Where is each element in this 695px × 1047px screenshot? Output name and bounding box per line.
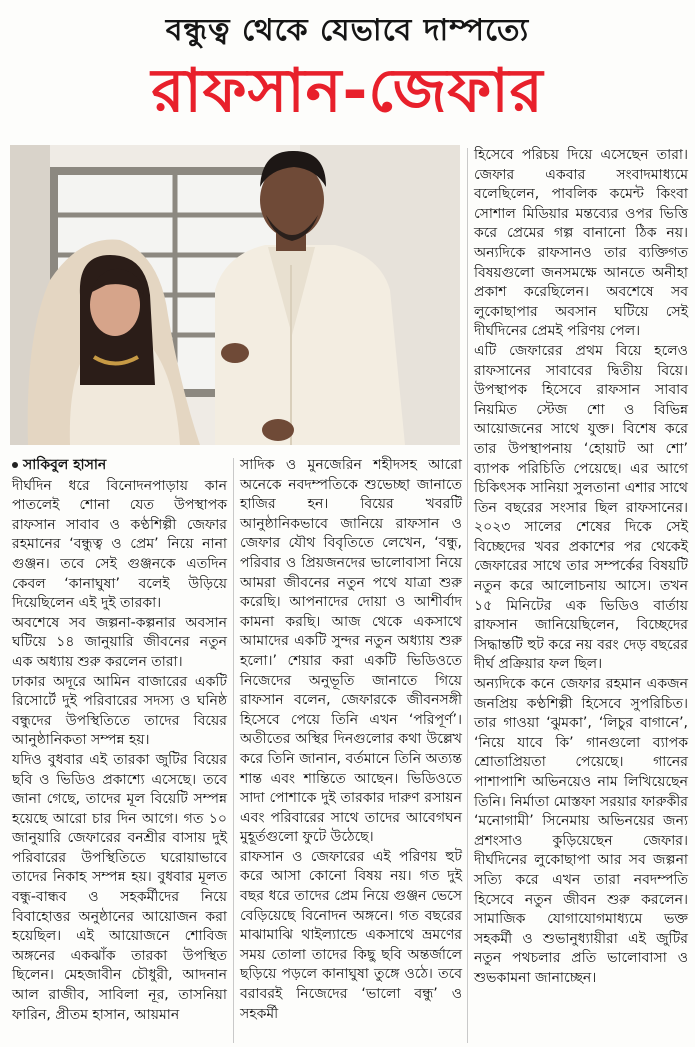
paragraph: হিসেবে পরিচয় দিয়ে এসেছেন তারা। জেফার একবার সংবাদমাধ্যমে বলেছিলেন, পাবলিক কমেন্ট কিংবা সোশাল মিডিয়ার মন্তব্যের ওপর ভিত্তি করে প্রেমের গল্প বানানো ঠিক নয়। অন্যদিকে রাফসানও তার ব্যক্তিগত বিষয়গুলো জনসমক্ষে আনতে অনীহা প্রকাশ করেছিলেন। অবশেষে সব লুকোছাপার অবসান ঘটিয়ে সেই দীর্ঘদিনের প্রেমই পরিণয় পেল। <box>474 147 688 340</box>
paragraph: যদিও বুধবার এই তারকা জুটির বিয়ের ছবি ও ভিডিও প্রকাশ্যে এসেছে। তবে জানা গেছে, তাদের মূল বিয়েটি সম্পন্ন হয়েছে আরো চার দিন আগে। গত ১০ জানুয়ারি জেফারের বনশ্রীর বাসায় দুই পরিবারের উপস্থিতিতে ঘরোয়াভাবে তাদের নিকাহ সম্পন্ন হয়। বুধবার মূলত বন্ধু-বান্ধব ও সহকর্মীদের নিয়ে বিবাহোত্তর অনুষ্ঠানের আয়োজন করা হয়েছিল। এই আয়োজনে শোবিজ অঙ্গনের একঝাঁক তারকা উপস্থিত ছিলেন। মেহজাবীন চৌধুরী, আদনান আল রাজীব, সাবিলা নূর, তাসনিয়া ফারিন, প্রীতম হাসান, আয়মান <box>12 751 227 1023</box>
paragraph: দীর্ঘদিন ধরে বিনোদনপাড়ায় কান পাতলেই শোনা যেত উপস্থাপক রাফসান সাবাব ও কণ্ঠশিল্পী জেফার রহমানের ‘বন্ধুত্ব ও প্রেম’ নিয়ে নানা গুঞ্জন। তবে সেই গুঞ্জনকে এতদিন কেবল ‘কানাঘুষা’ বলেই উড়িয়ে দিয়েছিলেন এই দুই তারকা। <box>12 477 227 612</box>
wedding-photo <box>10 145 460 445</box>
kicker-headline: বন্ধুত্ব থেকে যেভাবে দাম্পত্যে <box>165 13 530 48</box>
byline <box>12 456 227 476</box>
bullet-icon <box>12 462 18 468</box>
paragraph: সাদিক ও মুনজেরিন শহীদসহ আরো অনেকে নবদম্পতিকে শুভেচ্ছা জানাতে হাজির হন। বিয়ের খবরটি আনুষ্ঠানিকভাবে জানিয়ে রাফসান ও জেফার যৌথ বিবৃতিতে লেখেন, ‘বন্ধু, পরিবার ও প্রিয়জনদের ভালোবাসা নিয়ে আমরা জীবনের নতুন পথে যাত্রা শুরু করেছি। আপনাদের দোয়া ও আশীর্বাদ কামনা করছি। আজ থেকে একসাথে আমাদের একটি সুন্দর নতুন অধ্যায় শুরু হলো।’ শেয়ার করা একটি ভিডিওতে নিজেদের অনুভূতি জানাতে গিয়ে রাফসান বলেন, জেফারকে জীবনসঙ্গী হিসেবে পেয়ে তিনি এখন ‘পরিপূর্ণ’। অতীতের অস্থির দিনগুলোর কথা উল্লেখ করে তিনি জানান, বর্তমানে তিনি অত্যন্ত শান্ত এবং শান্তিতে আছেন। ভিডিওতে সাদা পোশাকে দুই তারকার দারুণ রসায়ন এবং পরিবারের সাথে তাদের আবেগঘন মুহূর্তগুলো ফুটে উঠেছে। <box>240 457 462 846</box>
wedding-photo-illustration <box>10 145 460 445</box>
paragraph: ঢাকার অদূরে আমিন বাজারের একটি রিসোর্টে দুই পরিবারের সদস্য ও ঘনিষ্ঠ বন্ধুদের উপস্থিতিতে তাদের বিয়ের আনুষ্ঠানিকতা সম্পন্ন হয়। <box>12 673 227 749</box>
article-column-1 <box>12 456 227 1025</box>
paragraph: অন্যদিকে কনে জেফার রহমান একজন জনপ্রিয় কণ্ঠশিল্পী হিসেবে সুপরিচিত। তার গাওয়া ‘ঝুমকা’, ‘লিচুর বাগানে’, ‘নিয়ে যাবে কি’ গানগুলো ব্যাপক শ্রোতাপ্রিয়তা পেয়েছে। গানের পাশাপাশি অভিনয়েও নাম লিখিয়েছেন তিনি। নির্মাতা মোস্তফা সরয়ার ফারুকীর ‘মনোগামী’ সিনেমায় অভিনয়ের জন্য প্রশংসাও কুড়িয়েছেন জেফার। দীর্ঘদিনের লুকোছাপা আর সব জল্পনা সত্যি করে এখন তারা নবদম্পতি হিসেবে নতুন জীবন শুরু করলেন। সামাজিক যোগাযোগমাধ্যমে ভক্ত সহকর্মী ও শুভানুধ্যায়ীরা এই জুটির নতুন পথচলার প্রতি ভালোবাসা ও শুভকামনা জানাচ্ছেন। <box>474 676 688 986</box>
paragraph: রাফসান ও জেফারের এই পরিণয় হুট করে আসা কোনো বিষয় নয়। গত দুই বছর ধরে তাদের প্রেম নিয়ে গুঞ্জন ভেসে বেড়িয়েছে বিনোদন অঙ্গনে। গত বছরের মাঝামাঝি থাইল্যান্ডে একসাথে ভ্রমণের সময় তোলা তাদের কিছু ছবি অন্তর্জালে ছড়িয়ে পড়লে কানাঘুষা তুঙ্গে ওঠে। তবে বরাবরই নিজেদের ‘ভালো বন্ধু’ ও সহকর্মী <box>240 848 462 1022</box>
article-column-2 <box>240 456 462 1024</box>
byline-name: সাকিবুল হাসান <box>23 457 107 473</box>
article-column-3 <box>474 146 688 989</box>
column-divider <box>233 458 234 1043</box>
paragraph: অবশেষে সব জল্পনা-কল্পনার অবসান ঘটিয়ে ১৪ জানুয়ারি জীবনের নতুন এক অধ্যায় শুরু করলেন তারা। <box>12 614 227 670</box>
column-divider <box>467 148 468 1043</box>
paragraph: এটি জেফারের প্রথম বিয়ে হলেও রাফসানের সাবাবের দ্বিতীয় বিয়ে। উপস্থাপক হিসেবে রাফসান সাবাব নিয়মিত স্টেজ শো ও বিভিন্ন আয়োজনের সাথে যুক্ত। বিশেষ করে তার উপস্থাপনায় ‘হোয়াট আ শো’ ব্যাপক পরিচিতি পেয়েছে। এর আগে চিকিৎসক সানিয়া সুলতানা এশার সাথে তিন বছরের সংসার ছিল রাফসানের। ২০২৩ সালের শেষের দিকে সেই বিচ্ছেদের খবর প্রকাশের পর থেকেই জেফারের সাথে তার সম্পর্কের বিষয়টি নতুন করে আলোচনায় আসে। তখন ১৫ মিনিটের এক ভিডিও বার্তায় রাফসান জানিয়েছিলেন, বিচ্ছেদের সিদ্ধান্তটি হুট করে নয় বরং দেড় বছরের দীর্ঘ প্রক্রিয়ার ফল ছিল। <box>474 342 688 673</box>
main-headline: রাফসান-জেফার <box>151 56 544 126</box>
